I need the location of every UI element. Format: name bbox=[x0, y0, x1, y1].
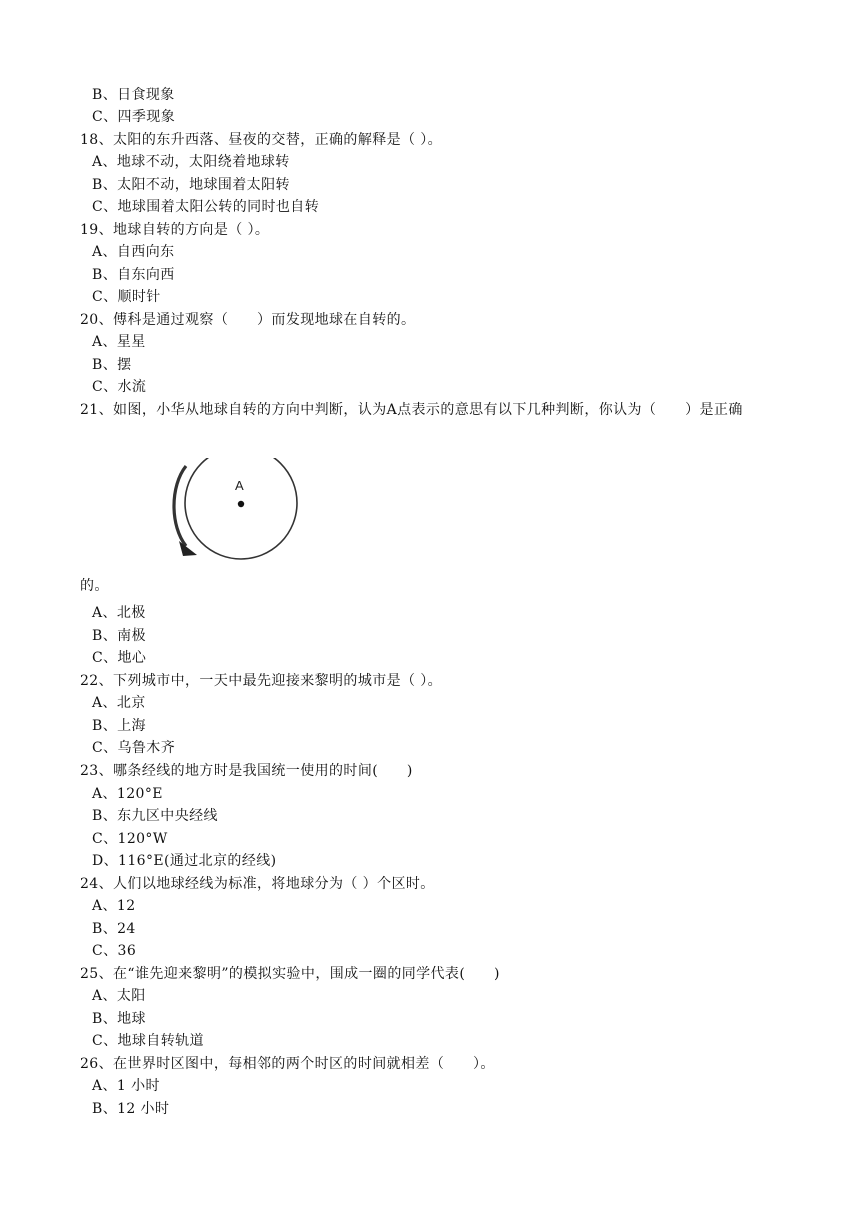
question-line: 25、在“谁先迎来黎明”的模拟实验中，围成一圈的同学代表( ) bbox=[80, 966, 500, 982]
option-line: B、日食现象 bbox=[92, 87, 175, 103]
option-line: C、四季现象 bbox=[92, 109, 176, 125]
option-line: B、南极 bbox=[92, 628, 146, 644]
option-line: B、摆 bbox=[92, 357, 132, 373]
option-line: A、地球不动，太阳绕着地球转 bbox=[92, 154, 290, 170]
option-line: A、太阳 bbox=[92, 988, 146, 1004]
question-line: 21、如图，小华从地球自转的方向中判断，认为A点表示的意思有以下几种判断，你认为（ ）是正确 bbox=[80, 402, 743, 418]
option-line: C、地球围着太阳公转的同时也自转 bbox=[92, 199, 320, 215]
question-line: 23、哪条经线的地方时是我国统一使用的时间( ) bbox=[80, 763, 413, 779]
option-line: C、120°W bbox=[92, 831, 168, 847]
point-a-dot bbox=[238, 501, 244, 507]
option-line: A、星星 bbox=[92, 334, 146, 350]
question-line: 19、地球自转的方向是（ ）。 bbox=[80, 222, 270, 238]
arrow-head-icon bbox=[179, 541, 197, 556]
question-line: 20、傅科是通过观察（ ）而发现地球在自转的。 bbox=[80, 312, 416, 328]
question-line: 22、下列城市中，一天中最先迎接来黎明的城市是（ ）。 bbox=[80, 673, 443, 689]
option-line: C、地球自转轨道 bbox=[92, 1033, 204, 1049]
option-line: A、北极 bbox=[92, 605, 146, 621]
option-line: B、上海 bbox=[92, 718, 146, 734]
option-line: A、北京 bbox=[92, 695, 146, 711]
option-line: C、顺时针 bbox=[92, 289, 161, 305]
option-line: C、36 bbox=[92, 943, 137, 959]
option-line: C、地心 bbox=[92, 650, 147, 666]
option-line: B、24 bbox=[92, 921, 136, 937]
question-line: 18、太阳的东升西落、昼夜的交替，正确的解释是（ ）。 bbox=[80, 132, 443, 148]
question-line: 的。 bbox=[80, 578, 109, 594]
option-line: A、1 小时 bbox=[92, 1078, 160, 1094]
point-a-label: A bbox=[235, 478, 244, 493]
option-line: B、自东向西 bbox=[92, 267, 175, 283]
question-line: 26、在世界时区图中，每相邻的两个时区的时间就相差（ ）。 bbox=[80, 1056, 495, 1072]
earth-rotation-figure bbox=[160, 458, 310, 570]
option-line: D、116°E(通过北京的经线) bbox=[92, 853, 277, 869]
option-line: A、120°E bbox=[92, 786, 163, 802]
option-line: C、乌鲁木齐 bbox=[92, 740, 176, 756]
option-line: B、12 小时 bbox=[92, 1101, 170, 1117]
rotation-arrow-curve bbox=[174, 466, 186, 546]
earth-circle bbox=[185, 458, 297, 559]
option-line: B、地球 bbox=[92, 1011, 146, 1027]
question-line: 24、人们以地球经线为标准，将地球分为（ ）个区时。 bbox=[80, 876, 435, 892]
option-line: A、自西向东 bbox=[92, 244, 175, 260]
option-line: A、12 bbox=[92, 898, 136, 914]
option-line: B、太阳不动，地球围着太阳转 bbox=[92, 177, 290, 193]
option-line: B、东九区中央经线 bbox=[92, 808, 218, 824]
earth-circle-diagram bbox=[160, 458, 310, 570]
option-line: C、水流 bbox=[92, 379, 147, 395]
